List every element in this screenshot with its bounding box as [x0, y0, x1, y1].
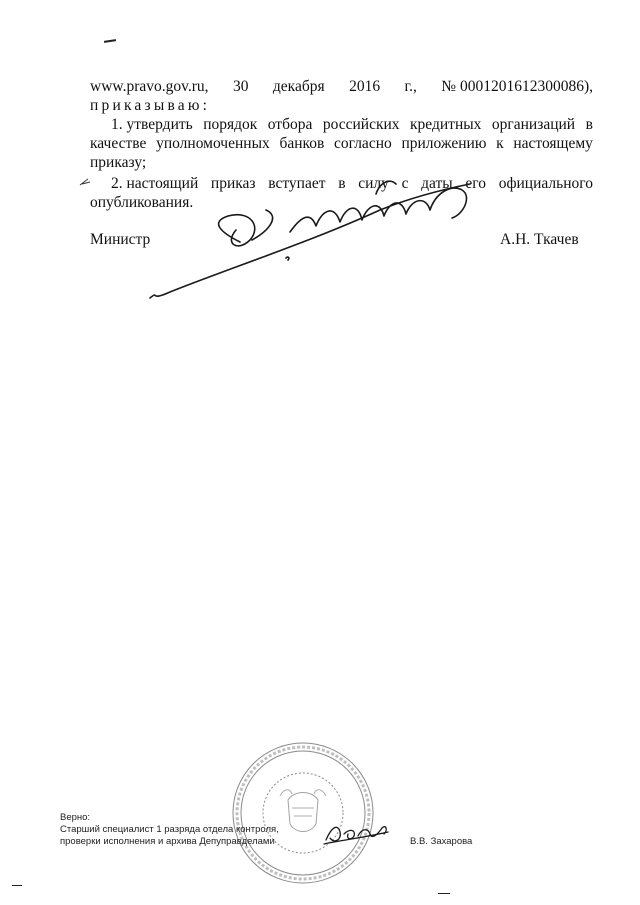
- word: 30: [232, 78, 249, 95]
- word: вступает: [268, 175, 326, 192]
- word: отбора: [267, 116, 313, 133]
- word: российских: [322, 116, 400, 133]
- word: кредитных: [410, 116, 482, 133]
- margin-tick-icon: [78, 176, 98, 188]
- certifier-position-line-1: Старший специалист 1 разряда отдела контроля,: [60, 824, 279, 835]
- official-seal-icon: [228, 738, 378, 888]
- minister-signature-icon: [140, 170, 500, 310]
- verified-label: Верно:: [60, 812, 91, 823]
- scan-mark: [438, 893, 450, 894]
- word: приложению: [401, 135, 487, 152]
- word: согласно: [334, 135, 392, 152]
- item-1-line-3: приказу;: [90, 154, 147, 171]
- certifier-name: В.В. Захарова: [410, 836, 473, 847]
- word: порядок: [203, 116, 258, 133]
- word: с: [401, 175, 409, 192]
- word: г.,: [404, 78, 417, 95]
- word: декабря: [272, 78, 325, 95]
- order-word: приказываю:: [90, 97, 211, 114]
- word: в: [585, 116, 593, 133]
- word: его: [465, 175, 487, 192]
- word: приказ: [210, 175, 256, 192]
- certifier-position-line-2: проверки исполнения и архива Депуправделами: [60, 836, 275, 847]
- word: силу: [358, 175, 389, 192]
- word: 1. утвердить: [111, 116, 193, 133]
- item-2-line-2: опубликования.: [90, 194, 194, 211]
- word: официального: [498, 175, 593, 192]
- scan-mark: [12, 885, 22, 886]
- minister-name: А.Н. Ткачев: [500, 231, 579, 248]
- certifier-signature-icon: [322, 818, 392, 848]
- word: банков: [279, 135, 325, 152]
- word: № 0001201612300086),: [441, 78, 593, 95]
- word: даты: [421, 175, 453, 192]
- word: 2016: [349, 78, 381, 95]
- word: к: [496, 135, 504, 152]
- minister-title: Министр: [90, 231, 151, 248]
- scan-mark: [104, 39, 116, 43]
- item-1-line-2: [90, 135, 593, 153]
- word: 2. настоящий: [111, 175, 199, 192]
- word: уполномоченных: [156, 135, 270, 152]
- word: www.pravo.gov.ru,: [90, 78, 209, 95]
- word: организаций: [491, 116, 576, 133]
- word: качестве: [90, 135, 147, 152]
- word: настоящему: [513, 135, 593, 152]
- body-line-1: [90, 78, 593, 96]
- word: в: [338, 175, 346, 192]
- item-1-line-1: [111, 116, 593, 134]
